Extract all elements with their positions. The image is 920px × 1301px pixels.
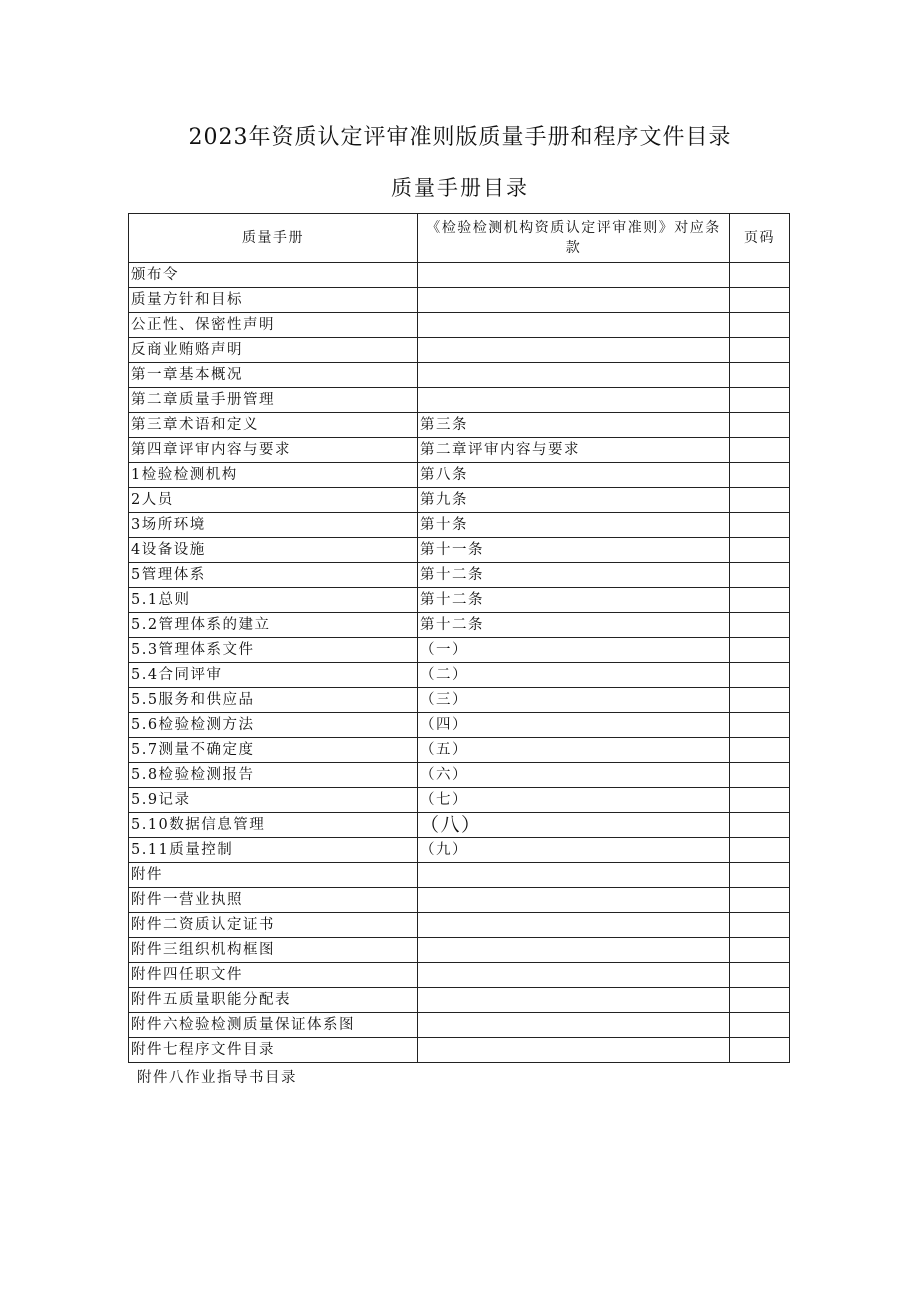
toc-clause bbox=[418, 313, 730, 338]
table-row bbox=[129, 788, 790, 813]
toc-page bbox=[730, 438, 790, 463]
toc-page bbox=[730, 263, 790, 288]
toc-page bbox=[730, 788, 790, 813]
toc-page bbox=[730, 813, 790, 838]
toc-page bbox=[730, 513, 790, 538]
table-row bbox=[129, 963, 790, 988]
toc-item: 第二章质量手册管理 bbox=[129, 388, 418, 413]
toc-item: 反商业贿赂声明 bbox=[129, 338, 418, 363]
toc-item: 附件四任职文件 bbox=[129, 963, 418, 988]
toc-clause: 第十一条 bbox=[418, 538, 730, 563]
toc-clause bbox=[418, 988, 730, 1013]
toc-clause bbox=[418, 863, 730, 888]
appendix-eight-note: 附件八作业指导书目录 bbox=[137, 1070, 297, 1086]
toc-item: 颁布令 bbox=[129, 263, 418, 288]
toc-item: 质量方针和目标 bbox=[129, 288, 418, 313]
document-title: 2023年资质认定评审准则版质量手册和程序文件目录 bbox=[188, 125, 732, 150]
document-subtitle: 质量手册目录 bbox=[391, 176, 529, 200]
toc-page bbox=[730, 613, 790, 638]
toc-page bbox=[730, 588, 790, 613]
table-row bbox=[129, 388, 790, 413]
toc-clause: （六） bbox=[418, 763, 730, 788]
toc-page bbox=[730, 488, 790, 513]
toc-page bbox=[730, 938, 790, 963]
toc-clause bbox=[418, 338, 730, 363]
toc-clause: （七） bbox=[418, 788, 730, 813]
toc-page bbox=[730, 563, 790, 588]
table-row bbox=[129, 888, 790, 913]
header-clause: 《检验检测机构资质认定评审准则》对应条款 bbox=[418, 214, 730, 263]
table-row bbox=[129, 363, 790, 388]
toc-item: 5.8检验检测报告 bbox=[129, 763, 418, 788]
toc-item: 附件三组织机构框图 bbox=[129, 938, 418, 963]
toc-item: 2人员 bbox=[129, 488, 418, 513]
table-row bbox=[129, 813, 790, 838]
toc-clause: （一） bbox=[418, 638, 730, 663]
toc-clause: 第九条 bbox=[418, 488, 730, 513]
toc-page bbox=[730, 888, 790, 913]
toc-item: 5.4合同评审 bbox=[129, 663, 418, 688]
toc-item: 5.1总则 bbox=[129, 588, 418, 613]
table-row bbox=[129, 938, 790, 963]
toc-page bbox=[730, 988, 790, 1013]
toc-page bbox=[730, 863, 790, 888]
table-row bbox=[129, 538, 790, 563]
toc-item: 公正性、保密性声明 bbox=[129, 313, 418, 338]
toc-page bbox=[730, 913, 790, 938]
toc-clause: 第三条 bbox=[418, 413, 730, 438]
table-row bbox=[129, 838, 790, 863]
toc-page bbox=[730, 1038, 790, 1063]
table-row bbox=[129, 463, 790, 488]
toc-clause bbox=[418, 1013, 730, 1038]
toc-header-row bbox=[129, 214, 790, 263]
table-row bbox=[129, 1013, 790, 1038]
toc-clause bbox=[418, 288, 730, 313]
toc-item: 附件一营业执照 bbox=[129, 888, 418, 913]
table-row bbox=[129, 738, 790, 763]
toc-clause bbox=[418, 888, 730, 913]
toc-page bbox=[730, 338, 790, 363]
table-row bbox=[129, 413, 790, 438]
toc-item: 5.7测量不确定度 bbox=[129, 738, 418, 763]
toc-item: 第四章评审内容与要求 bbox=[129, 438, 418, 463]
toc-clause bbox=[418, 363, 730, 388]
table-row bbox=[129, 688, 790, 713]
table-row bbox=[129, 288, 790, 313]
toc-item: 附件七程序文件目录 bbox=[129, 1038, 418, 1063]
toc-item: 3场所环境 bbox=[129, 513, 418, 538]
toc-clause bbox=[418, 1038, 730, 1063]
table-row bbox=[129, 338, 790, 363]
table-row bbox=[129, 913, 790, 938]
toc-item: 附件五质量职能分配表 bbox=[129, 988, 418, 1013]
toc-clause bbox=[418, 913, 730, 938]
toc-page bbox=[730, 313, 790, 338]
toc-page bbox=[730, 1013, 790, 1038]
toc-table bbox=[128, 213, 790, 1063]
table-row bbox=[129, 438, 790, 463]
table-row bbox=[129, 313, 790, 338]
table-row bbox=[129, 988, 790, 1013]
toc-item: 附件六检验检测质量保证体系图 bbox=[129, 1013, 418, 1038]
toc-page bbox=[730, 963, 790, 988]
toc-item: 4设备设施 bbox=[129, 538, 418, 563]
toc-clause bbox=[418, 263, 730, 288]
toc-clause: （九） bbox=[418, 838, 730, 863]
table-row bbox=[129, 513, 790, 538]
table-row bbox=[129, 763, 790, 788]
toc-page bbox=[730, 363, 790, 388]
table-row bbox=[129, 488, 790, 513]
table-row bbox=[129, 863, 790, 888]
toc-clause: 第八条 bbox=[418, 463, 730, 488]
toc-clause: （八） bbox=[418, 813, 730, 838]
toc-page bbox=[730, 838, 790, 863]
toc-page bbox=[730, 713, 790, 738]
toc-page bbox=[730, 463, 790, 488]
toc-clause: （四） bbox=[418, 713, 730, 738]
table-row bbox=[129, 588, 790, 613]
toc-page bbox=[730, 763, 790, 788]
toc-page bbox=[730, 738, 790, 763]
toc-page bbox=[730, 663, 790, 688]
toc-clause: （二） bbox=[418, 663, 730, 688]
toc-clause bbox=[418, 963, 730, 988]
table-row bbox=[129, 663, 790, 688]
toc-item: 5.5服务和供应品 bbox=[129, 688, 418, 713]
header-page: 页码 bbox=[730, 214, 790, 263]
toc-item: 第一章基本概况 bbox=[129, 363, 418, 388]
toc-item: 5.11质量控制 bbox=[129, 838, 418, 863]
toc-item: 5.9记录 bbox=[129, 788, 418, 813]
toc-clause: 第十二条 bbox=[418, 563, 730, 588]
toc-item: 1检验检测机构 bbox=[129, 463, 418, 488]
toc-item: 附件二资质认定证书 bbox=[129, 913, 418, 938]
table-row bbox=[129, 263, 790, 288]
toc-body bbox=[129, 263, 790, 1063]
toc-item: 附件 bbox=[129, 863, 418, 888]
table-row bbox=[129, 563, 790, 588]
toc-item: 5.3管理体系文件 bbox=[129, 638, 418, 663]
table-row bbox=[129, 1038, 790, 1063]
toc-item: 5管理体系 bbox=[129, 563, 418, 588]
toc-page bbox=[730, 288, 790, 313]
toc-item: 5.10数据信息管理 bbox=[129, 813, 418, 838]
toc-clause: （三） bbox=[418, 688, 730, 713]
toc-clause: 第十条 bbox=[418, 513, 730, 538]
header-manual: 质量手册 bbox=[129, 214, 418, 263]
toc-page bbox=[730, 638, 790, 663]
toc-clause: 第十二条 bbox=[418, 588, 730, 613]
toc-item: 5.6检验检测方法 bbox=[129, 713, 418, 738]
toc-page bbox=[730, 688, 790, 713]
toc-clause: （五） bbox=[418, 738, 730, 763]
toc-page bbox=[730, 388, 790, 413]
toc-clause: 第十二条 bbox=[418, 613, 730, 638]
toc-clause: 第二章评审内容与要求 bbox=[418, 438, 730, 463]
toc-clause bbox=[418, 388, 730, 413]
toc-clause bbox=[418, 938, 730, 963]
toc-page bbox=[730, 413, 790, 438]
toc-item: 5.2管理体系的建立 bbox=[129, 613, 418, 638]
toc-item: 第三章术语和定义 bbox=[129, 413, 418, 438]
table-row bbox=[129, 638, 790, 663]
table-row bbox=[129, 713, 790, 738]
table-row bbox=[129, 613, 790, 638]
toc-page bbox=[730, 538, 790, 563]
